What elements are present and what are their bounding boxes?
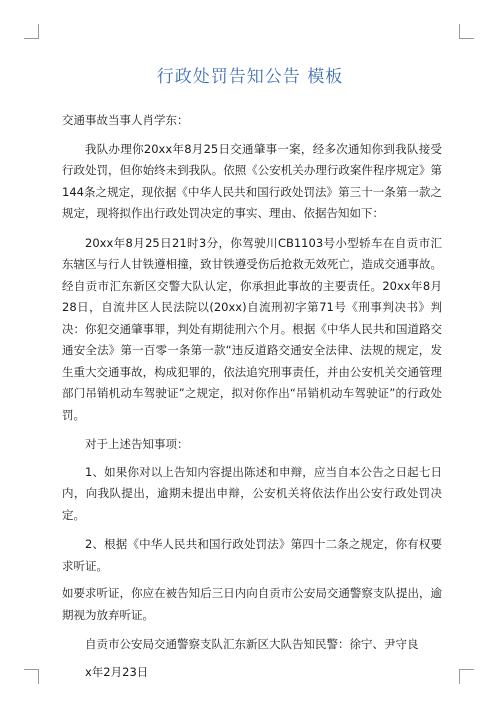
signature-line: 自贡市公安局交通警察支队汇东新区大队告知民警：徐宁、尹守良: [85, 637, 419, 651]
crop-mark-top-left: [24, 24, 39, 39]
date-line: x年2月23日: [85, 664, 149, 679]
crop-mark-bottom-left: [24, 669, 39, 684]
paragraph-item-1: 1、如果你对以上告知内容提出陈述和申辩，应当自本公告之日起七日内，向我队提出，逾期未提出申辩，公安机关将依法作出公安行政处罚决定。: [62, 464, 442, 522]
salutation: 交通事故当事人肖学东：: [62, 113, 189, 127]
document-title: 行政处罚告知公告 模板: [156, 67, 344, 87]
paragraph-item-2: 2、根据《中华人民共和国行政处罚法》第四十二条之规定，你有权要求听证。: [62, 537, 442, 573]
paragraph-notice-intro: 对于上述告知事项：: [85, 437, 189, 451]
document-body: [62, 110, 442, 683]
paragraph-facts: 20xx年8月25日21时3分，你驾驶川CB1103号小型轿车在自贡市汇东辖区与行人甘铁遵相撞，致甘铁遵受伤后抢救无效死亡，造成交通事故。经自贡市汇东新区交警大队认定，你承担此事故的主要责任。20xx年8月28日，自流井区人民法院以(20xx)自流刑初字第71号《刑事判决书》判决：你犯交通肇事罪，判处有期徒刑六个月。根据《中华人民共和国道路交通安全法》第一百零一条第一款“违反道路交通安全法律、法规的规定，发生重大交通事故，构成犯罪的，依法追究刑事责任，并由公安机关交通管理部门吊销机动车驾驶证”之规定，拟对你作出“吊销机动车驾驶证”的行政处罚。: [62, 235, 442, 422]
paragraph-hearing-request: 如要求听证，你应在被告知后三日内向自贡市公安局交通警察支队提出，逾期视为放弃听证。: [62, 586, 442, 622]
crop-mark-bottom-right: [459, 669, 474, 684]
paragraph-case-summary: 我队办理你20xx年8月25日交通肇事一案，经多次通知你到我队接受行政处罚，但你始终未到我队。依照《公安机关办理行政案件程序规定》第144条之规定，现依据《中华人民共和国行政处罚法》第三十一条第一款之规定，现将拟作出行政处罚决定的事实、理由、依据告知如下：: [62, 141, 442, 220]
crop-mark-top-right: [459, 24, 474, 39]
